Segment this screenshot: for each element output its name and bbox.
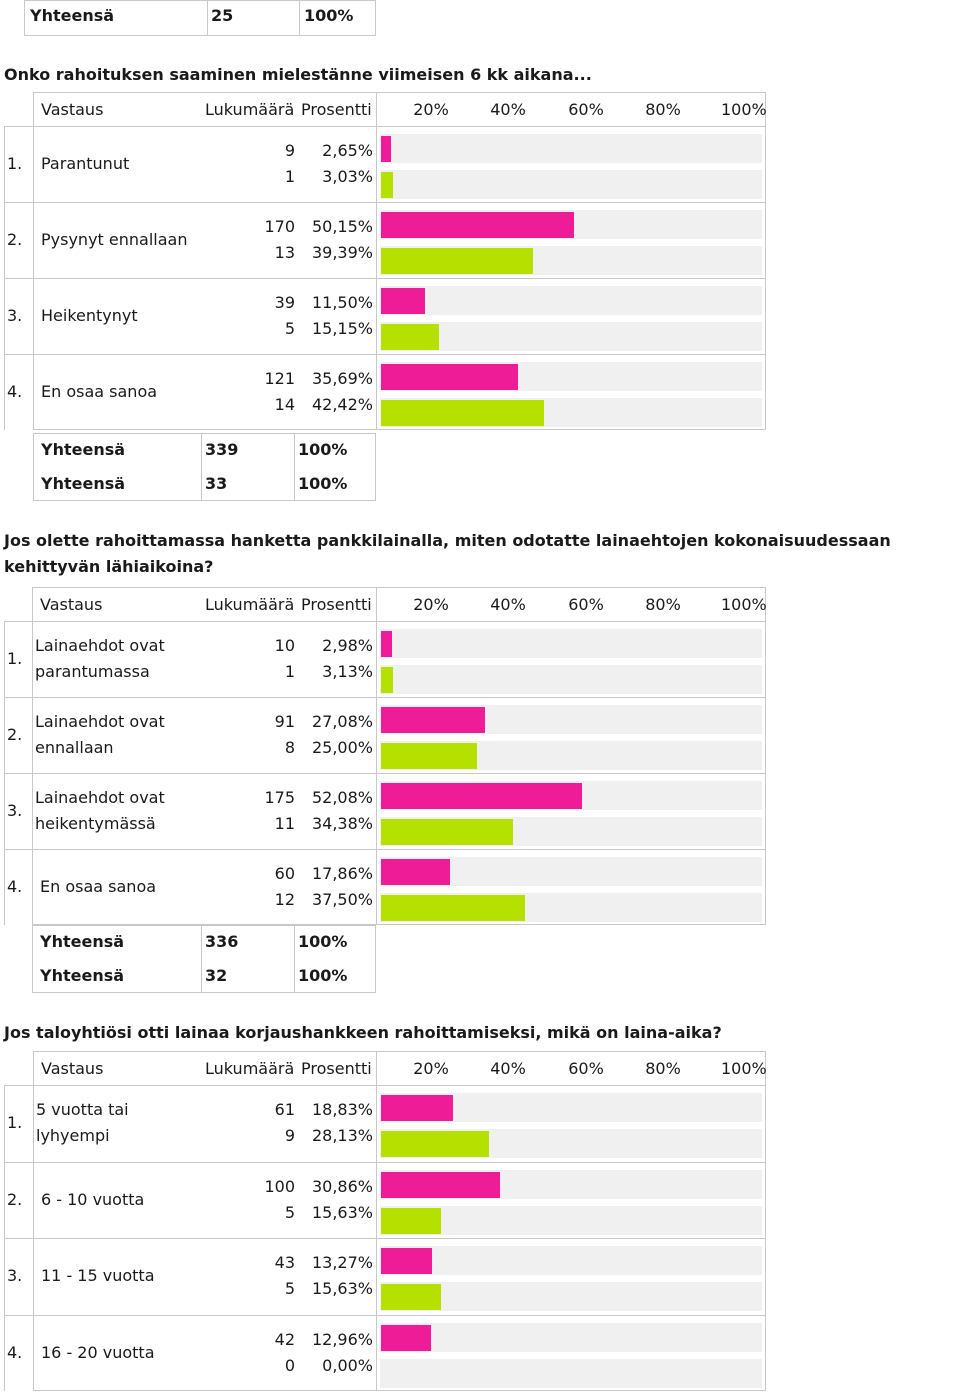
total-label: Yhteensä: [41, 474, 126, 493]
answer-label: Pysynyt ennallaan: [41, 230, 188, 249]
bar-divider: [376, 92, 377, 430]
bar-divider: [376, 1051, 377, 1391]
bar-series-1: [381, 212, 574, 238]
count-1: 100: [264, 1176, 295, 1196]
count-2: 8: [284, 738, 295, 757]
row-edge: [4, 621, 5, 697]
row-edge: [33, 126, 34, 202]
row-edge: [33, 1238, 34, 1315]
header-lukumaara: Lukumäärä: [205, 1059, 295, 1078]
bar-series-1: [381, 364, 518, 390]
count-2: 0: [284, 1355, 295, 1375]
divider: [294, 925, 295, 993]
bar-series-1: [381, 1325, 431, 1351]
total-count: 339: [205, 440, 239, 459]
bar-track-1: [380, 1246, 762, 1275]
percent-1: 30,86%: [311, 1176, 373, 1196]
row-edge: [4, 1238, 5, 1315]
row-edge: [4, 1162, 5, 1239]
count-1: 61: [274, 1100, 295, 1120]
answer-line-1: Lainaehdot ovat: [35, 636, 165, 655]
bar-track-1: [380, 1323, 762, 1352]
percent-2: 25,00%: [311, 738, 373, 757]
row-divider: [4, 278, 766, 279]
row-number: 3.: [7, 306, 23, 325]
question-heading: Jos olette rahoittamassa hanketta pankkilainalla, miten odotatte lainaehtojen kokonaisuudessaan kehittyvän lähiaikoina?: [4, 531, 891, 576]
row-edge: [4, 278, 5, 354]
row-number: 2.: [7, 1189, 23, 1209]
header-tick: 60%: [568, 1059, 604, 1078]
bar-series-2: [381, 324, 439, 350]
percent-1: 50,15%: [311, 217, 373, 236]
bar-series-1: [381, 1172, 500, 1198]
bar-series-2: [381, 172, 393, 198]
answer-label: Parantunut: [41, 154, 130, 173]
count-2: 12: [274, 890, 295, 909]
divider: [294, 433, 295, 501]
bar-series-2: [381, 743, 477, 769]
percent-1: 13,27%: [311, 1253, 373, 1273]
percent-2: 15,63%: [311, 1279, 373, 1299]
bar-track-2: [380, 1359, 762, 1388]
bar-series-2: [381, 248, 533, 274]
count-1: 91: [274, 712, 295, 731]
row-edge: [33, 1162, 34, 1239]
bar-series-2: [381, 1131, 489, 1157]
row-edge: [4, 202, 5, 278]
bar-series-2: [381, 400, 544, 426]
percent-2: 37,50%: [311, 890, 373, 909]
count-2: 14: [274, 395, 295, 414]
answer-label: En osaa sanoa: [41, 382, 158, 401]
bar-series-1: [381, 1095, 453, 1121]
row-number: 1.: [7, 1113, 23, 1133]
header-tick: 40%: [490, 1059, 526, 1078]
row-edge: [32, 773, 33, 849]
row-divider: [4, 773, 766, 774]
header-tick: 80%: [645, 595, 681, 614]
percent-1: 18,83%: [311, 1100, 373, 1120]
header-divider: [4, 621, 766, 622]
question-heading: Onko rahoituksen saaminen mielestänne viimeisen 6 kk aikana...: [4, 65, 592, 84]
row-divider: [4, 849, 766, 850]
row-edge: [33, 202, 34, 278]
bar-series-1: [381, 783, 582, 809]
count-1: 121: [264, 369, 295, 388]
header-vastaus: Vastaus: [40, 595, 103, 614]
row-number: 4.: [7, 1342, 23, 1362]
row-edge: [4, 126, 5, 202]
header-lukumaara: Lukumäärä: [205, 595, 295, 614]
bar-series-2: [381, 819, 513, 845]
header-divider: [4, 1085, 766, 1086]
divider: [201, 925, 202, 993]
total-label: Yhteensä: [41, 440, 126, 459]
total-percent: 100%: [298, 474, 348, 493]
row-number: 3.: [7, 1266, 23, 1286]
header-tick: 100%: [721, 1059, 767, 1078]
row-edge: [4, 697, 5, 773]
answer-line-1: Lainaehdot ovat: [35, 712, 165, 731]
row-edge: [4, 849, 5, 925]
top-total-label: Yhteensä: [30, 6, 115, 25]
row-divider: [4, 697, 766, 698]
top-total-percent: 100%: [304, 6, 354, 25]
answer-line-1: Lainaehdot ovat: [35, 788, 165, 807]
row-number: 2.: [7, 230, 23, 249]
bar-series-1: [381, 631, 392, 657]
header-tick: 40%: [490, 595, 526, 614]
total-count: 336: [205, 932, 239, 951]
percent-1: 12,96%: [311, 1329, 373, 1349]
header-vastaus: Vastaus: [41, 100, 104, 119]
count-1: 10: [274, 636, 295, 655]
percent-2: 3,03%: [322, 167, 373, 186]
total-percent: 100%: [298, 966, 348, 985]
header-prosentti: Prosentti: [301, 100, 372, 119]
row-edge: [32, 697, 33, 773]
bar-track-1: [380, 629, 762, 658]
count-2: 11: [274, 814, 295, 833]
answer-label: En osaa sanoa: [40, 877, 157, 896]
row-edge: [33, 278, 34, 354]
row-divider: [4, 1238, 766, 1239]
percent-1: 11,50%: [311, 293, 373, 312]
divider: [299, 0, 300, 36]
count-2: 9: [284, 1126, 295, 1146]
percent-1: 17,86%: [311, 864, 373, 883]
count-1: 175: [264, 788, 295, 807]
header-prosentti: Prosentti: [301, 1059, 372, 1078]
header-divider: [4, 126, 766, 127]
percent-2: 0,00%: [322, 1355, 373, 1375]
answer-label: 11 - 15 vuotta: [41, 1266, 155, 1286]
row-edge: [33, 1085, 34, 1162]
percent-1: 35,69%: [311, 369, 373, 388]
percent-1: 2,98%: [322, 636, 373, 655]
answer-line-2: lyhyempi: [36, 1126, 110, 1146]
header-tick: 40%: [490, 100, 526, 119]
row-number: 1.: [7, 154, 23, 173]
row-number: 4.: [7, 382, 23, 401]
count-1: 42: [274, 1329, 295, 1349]
divider: [207, 0, 208, 36]
count-2: 5: [284, 319, 295, 338]
row-edge: [33, 1315, 34, 1392]
answer-line-1: 5 vuotta tai: [36, 1100, 129, 1120]
answer-label: 6 - 10 vuotta: [41, 1189, 145, 1209]
percent-1: 52,08%: [311, 788, 373, 807]
row-edge: [4, 354, 5, 430]
answer-line-2: heikentymässä: [35, 814, 156, 833]
question-heading: Jos taloyhtiösi otti lainaa korjaushankkeen rahoittamiseksi, mikä on laina-aika?: [4, 1023, 722, 1042]
percent-2: 42,42%: [311, 395, 373, 414]
answer-line-2: ennallaan: [35, 738, 114, 757]
row-edge: [33, 354, 34, 430]
bar-series-1: [381, 707, 485, 733]
bar-series-2: [381, 667, 393, 693]
row-divider: [4, 1162, 766, 1163]
answer-label: Heikentynyt: [41, 306, 138, 325]
header-lukumaara: Lukumäärä: [205, 100, 295, 119]
top-total-count: 25: [211, 6, 234, 25]
row-edge: [4, 1315, 5, 1392]
header-tick: 60%: [568, 595, 604, 614]
count-1: 170: [264, 217, 295, 236]
row-divider: [4, 354, 766, 355]
header-tick: 20%: [413, 100, 449, 119]
total-label: Yhteensä: [40, 966, 125, 985]
bar-track-2: [380, 170, 762, 199]
bar-series-1: [381, 288, 425, 314]
header-prosentti: Prosentti: [301, 595, 372, 614]
bar-series-1: [381, 136, 391, 162]
answer-label: 16 - 20 vuotta: [41, 1342, 155, 1362]
count-2: 1: [284, 167, 295, 186]
bar-series-2: [381, 1208, 441, 1234]
percent-2: 15,15%: [311, 319, 373, 338]
header-tick: 100%: [721, 100, 767, 119]
percent-2: 3,13%: [322, 662, 373, 681]
header-tick: 20%: [413, 1059, 449, 1078]
row-edge: [4, 1085, 5, 1162]
percent-1: 27,08%: [311, 712, 373, 731]
count-2: 5: [284, 1202, 295, 1222]
header-tick: 80%: [645, 1059, 681, 1078]
count-1: 39: [274, 293, 295, 312]
row-divider: [4, 202, 766, 203]
count-2: 1: [284, 662, 295, 681]
total-label: Yhteensä: [40, 932, 125, 951]
count-2: 13: [274, 243, 295, 262]
header-vastaus: Vastaus: [41, 1059, 104, 1078]
row-number: 1.: [7, 649, 23, 668]
total-percent: 100%: [298, 932, 348, 951]
header-tick: 20%: [413, 595, 449, 614]
bar-series-1: [381, 859, 450, 885]
total-count: 33: [205, 474, 228, 493]
row-edge: [32, 849, 33, 925]
bar-series-1: [381, 1248, 432, 1274]
bar-divider: [376, 587, 377, 925]
row-number: 3.: [7, 801, 23, 820]
count-1: 60: [274, 864, 295, 883]
header-tick: 100%: [721, 595, 767, 614]
bar-track-1: [380, 286, 762, 315]
row-edge: [4, 773, 5, 849]
total-count: 32: [205, 966, 228, 985]
header-tick: 60%: [568, 100, 604, 119]
percent-1: 2,65%: [322, 141, 373, 160]
bar-series-2: [381, 1284, 441, 1310]
bar-track-1: [380, 134, 762, 163]
total-percent: 100%: [298, 440, 348, 459]
answer-line-2: parantumassa: [35, 662, 150, 681]
bar-series-2: [381, 895, 525, 921]
percent-2: 34,38%: [311, 814, 373, 833]
count-1: 9: [284, 141, 295, 160]
percent-2: 28,13%: [311, 1126, 373, 1146]
bar-track-2: [380, 665, 762, 694]
row-edge: [32, 621, 33, 697]
row-number: 2.: [7, 725, 23, 744]
percent-2: 39,39%: [311, 243, 373, 262]
percent-2: 15,63%: [311, 1202, 373, 1222]
count-2: 5: [284, 1279, 295, 1299]
row-divider: [4, 1315, 766, 1316]
divider: [201, 433, 202, 501]
count-1: 43: [274, 1253, 295, 1273]
header-tick: 80%: [645, 100, 681, 119]
row-number: 4.: [7, 877, 23, 896]
